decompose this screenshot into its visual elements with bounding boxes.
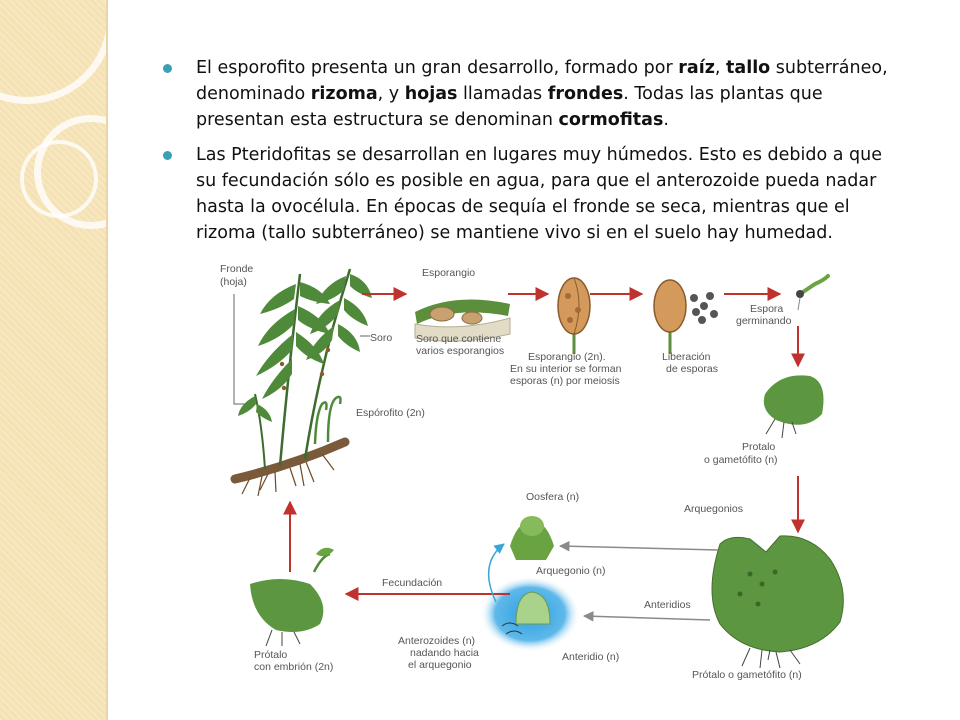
protalo-small-illustration xyxy=(764,375,824,438)
bullet-text: Las Pteridofitas se desarrollan en lugares muy húmedos. Esto es debido a que su fecundación sólo es posible en agua, para que el anterozoide pueda nadar hasta la ovocélula. En épocas de sequía el fronde se seca, mientras que el rizoma (tallo subterráneo) se mantiene vivo si en el suelo hay humedad. xyxy=(196,145,882,243)
side-decoration-panel xyxy=(0,0,106,720)
text-content xyxy=(163,55,903,255)
arquegonio-illustration xyxy=(510,516,554,560)
label-esporangio: Esporangio xyxy=(422,267,476,279)
label-fronde-hoja: (hoja) xyxy=(220,276,247,288)
anteridio-illustration xyxy=(480,576,580,652)
label-soro-desc: varios esporangios xyxy=(416,345,505,357)
label-protalo-embrion: con embrión (2n) xyxy=(254,661,334,673)
sporophyte-fern-illustration xyxy=(235,269,372,496)
label-oosfera: Oosfera (n) xyxy=(526,491,580,503)
bullet-pteridofitas xyxy=(163,142,903,246)
label-esporangio-desc: En su interior se forman xyxy=(510,363,622,375)
protalo-embrion-illustration xyxy=(250,548,334,646)
label-anteridio: Anteridio (n) xyxy=(562,651,620,663)
label-espora-germinando: germinando xyxy=(736,315,792,327)
label-liberacion: Liberación xyxy=(662,351,711,363)
label-protalo: Protalo xyxy=(742,441,776,453)
label-arquegonio: Arquegonio (n) xyxy=(536,565,606,577)
label-esporangio-desc: Esporangio (2n). xyxy=(528,351,606,363)
label-fecundacion: Fecundación xyxy=(382,577,443,589)
label-anterozoides: nadando hacia xyxy=(410,647,479,659)
bullet-dot xyxy=(163,151,172,160)
label-esporangio-desc: esporas (n) por meiosis xyxy=(510,375,620,387)
label-espora: Espora xyxy=(750,303,784,315)
arrow-arquegonios xyxy=(560,546,718,550)
label-fronde: Fronde xyxy=(220,263,254,275)
label-protalo-gametofito-large: Prótalo o gametófito (n) xyxy=(692,669,802,681)
label-arquegonios: Arquegonios xyxy=(684,503,743,515)
label-soro: Soro xyxy=(370,332,393,344)
label-soro-desc: Soro que contiene xyxy=(416,333,502,345)
label-anteridios: Anteridios xyxy=(644,599,691,611)
decorative-ring xyxy=(0,0,114,104)
side-divider xyxy=(106,0,108,720)
esporangio-illustration xyxy=(558,278,590,354)
decorative-ring xyxy=(20,140,98,218)
bullet-esporofito xyxy=(163,55,903,133)
label-esporofito: Espórofito (2n) xyxy=(356,407,425,419)
liberacion-esporas-illustration xyxy=(654,280,718,354)
espora-germinando-illustration xyxy=(796,276,828,310)
arrow-anteridios xyxy=(584,616,710,620)
protalo-gametofito-illustration xyxy=(712,536,843,668)
label-liberacion: de esporas xyxy=(666,363,718,375)
bullet-dot xyxy=(163,64,172,73)
bullet-text: El esporofito presenta un gran desarrollo, formado por raíz, tallo subterráneo, denominado rizoma, y hojas llamadas frondes. Todas las plantas que presentan esta estructura se denominan cormofitas. xyxy=(196,58,888,130)
label-anterozoides: Anterozoides (n) xyxy=(398,635,476,647)
label-anterozoides: el arquegonio xyxy=(408,659,472,671)
label-protalo-gametofito: o gametófito (n) xyxy=(704,454,778,466)
fern-life-cycle-diagram xyxy=(210,254,850,720)
label-protalo-embrion: Prótalo xyxy=(254,649,288,661)
